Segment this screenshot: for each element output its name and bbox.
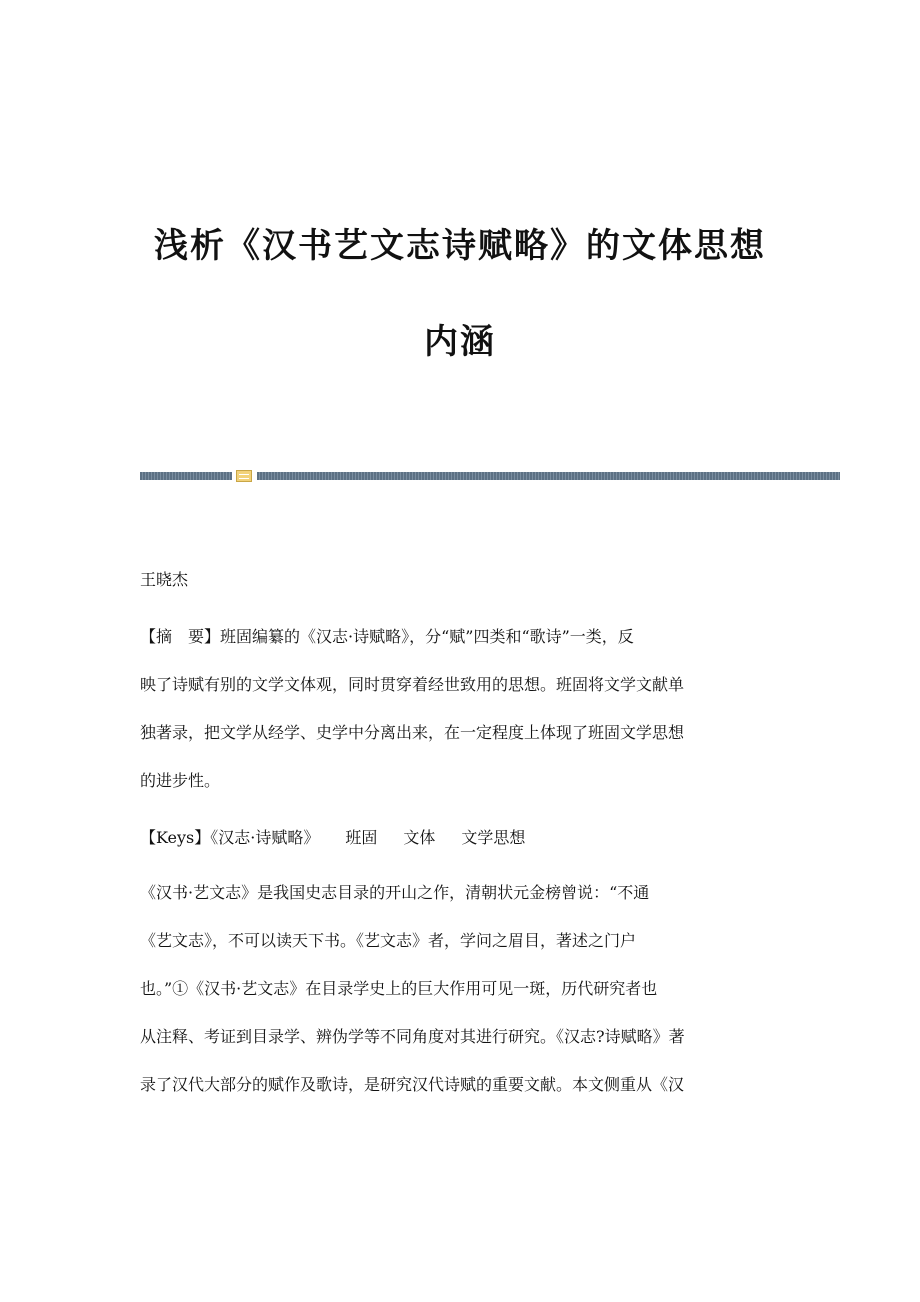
keyword-item: 《汉志·诗赋略》 — [210, 828, 320, 847]
abstract-line: 【摘 要】班固编纂的《汉志·诗赋略》，分“赋”四类和“歌诗”一类，反 — [140, 627, 634, 646]
body-line: 从注释、考证到目录学、辨伪学等不同角度对其进行研究。《汉志?诗赋略》著 — [140, 1027, 685, 1046]
abstract-line: 映了诗赋有别的文学文体观，同时贯穿着经世致用的思想。班固将文学文献单 — [140, 675, 685, 694]
divider-emblem-icon — [236, 470, 252, 482]
divider-bar-left — [140, 472, 232, 480]
keyword-item: 文学思想 — [461, 828, 526, 847]
abstract-line: 的进步性。 — [140, 771, 221, 790]
keywords-label: 【Keys】 — [140, 828, 211, 847]
body-line: 录了汉代大部分的赋作及歌诗，是研究汉代诗赋的重要文献。本文侧重从《汉 — [140, 1075, 685, 1094]
body-line: 也。”①《汉书·艺文志》在目录学史上的巨大作用可见一斑，历代研究者也 — [140, 979, 658, 998]
document-title-line-1: 浅析《汉书艺文志诗赋略》的文体思想 — [154, 226, 766, 266]
author-name: 王晓杰 — [140, 570, 189, 589]
divider-bar-right — [257, 472, 840, 480]
body-line: 《汉书·艺文志》是我国史志目录的开山之作，清朝状元金榜曾说：“不通 — [140, 883, 650, 902]
keywords-row — [140, 826, 525, 850]
abstract-line: 独著录，把文学从经学、史学中分离出来，在一定程度上体现了班固文学思想 — [140, 723, 685, 742]
body-line: 《艺文志》，不可以读天下书。《艺文志》者，学问之眉目，著述之门户 — [140, 931, 637, 950]
keyword-item: 文体 — [403, 828, 436, 847]
keyword-item: 班固 — [345, 828, 378, 847]
document-title-line-2: 内涵 — [424, 322, 496, 362]
title-divider — [140, 470, 840, 482]
